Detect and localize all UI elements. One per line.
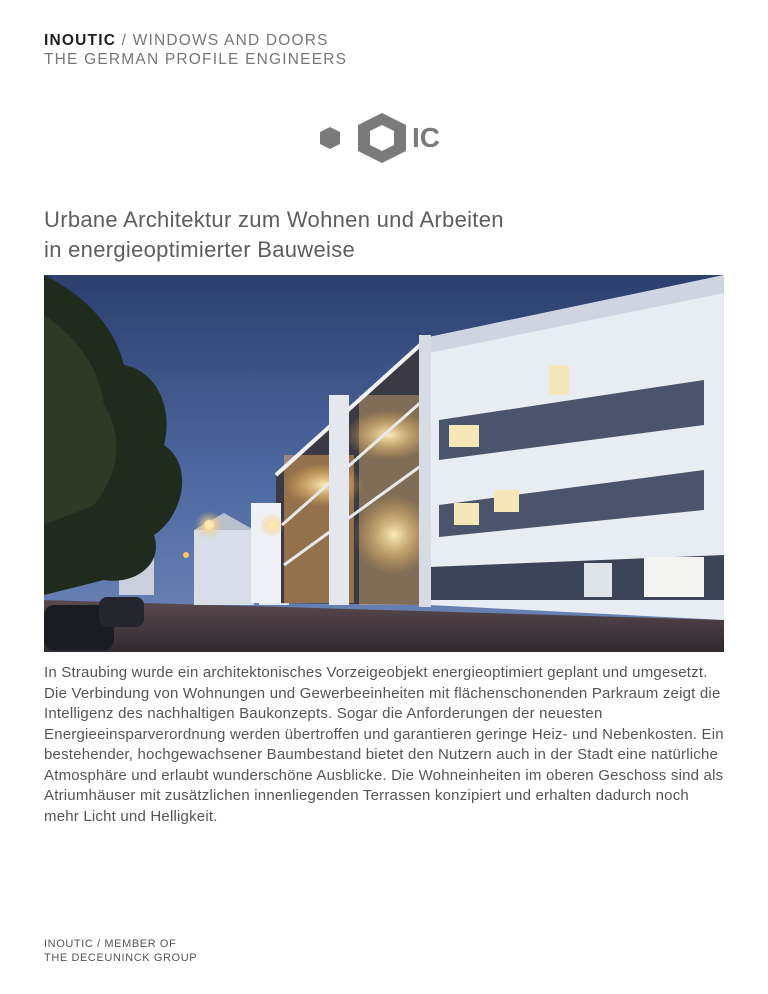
page-header bbox=[44, 31, 347, 69]
headline-line-1: Urbane Architektur zum Wohnen und Arbeiten bbox=[44, 207, 504, 232]
header-category: WINDOWS AND DOORS bbox=[132, 32, 329, 49]
building-photo bbox=[44, 275, 724, 652]
brand-name: INOUTIC bbox=[44, 32, 117, 49]
header-line-1 bbox=[44, 31, 347, 50]
inoutic-logo bbox=[318, 110, 458, 166]
page-headline bbox=[44, 205, 724, 265]
logo-text: IC bbox=[412, 122, 440, 153]
page-footer bbox=[44, 937, 197, 965]
building-photo-illustration bbox=[44, 275, 724, 652]
footer-line-1: INOUTIC / MEMBER OF bbox=[44, 938, 177, 950]
header-tagline: THE GERMAN PROFILE ENGINEERS bbox=[44, 51, 348, 68]
header-separator: / bbox=[116, 32, 133, 49]
headline-line-2: in energieoptimierter Bauweise bbox=[44, 237, 356, 262]
footer-line-2: THE DECEUNINCK GROUP bbox=[44, 952, 198, 964]
body-paragraph: In Straubing wurde ein architektonisches Vorzeigeobjekt energieoptimiert geplant und umgesetzt. Die Verbindung von Wohnungen und Gewerbeeinheiten mit flächenschonenden Parkraum zeigt die Intelligenz des nachhaltigen Baukonzepts. Sogar die Anforderungen der neuesten Energieeinsparverordnung werden übertroffen und garantieren geringe Heiz- und Nebenkosten. Ein bestehender, hochgewachsener Baumbestand bietet den Nutzern auch in der Stadt eine natürliche Atmosphäre und erlaubt wunderschöne Ausblicke. Die Wohneinheiten im oberen Geschoss sind als Atriumhäuser mit zusätzlichen innenliegenden Terrassen konzipiert und erhalten dadurch noch mehr Licht und Helligkeit. bbox=[44, 664, 724, 825]
